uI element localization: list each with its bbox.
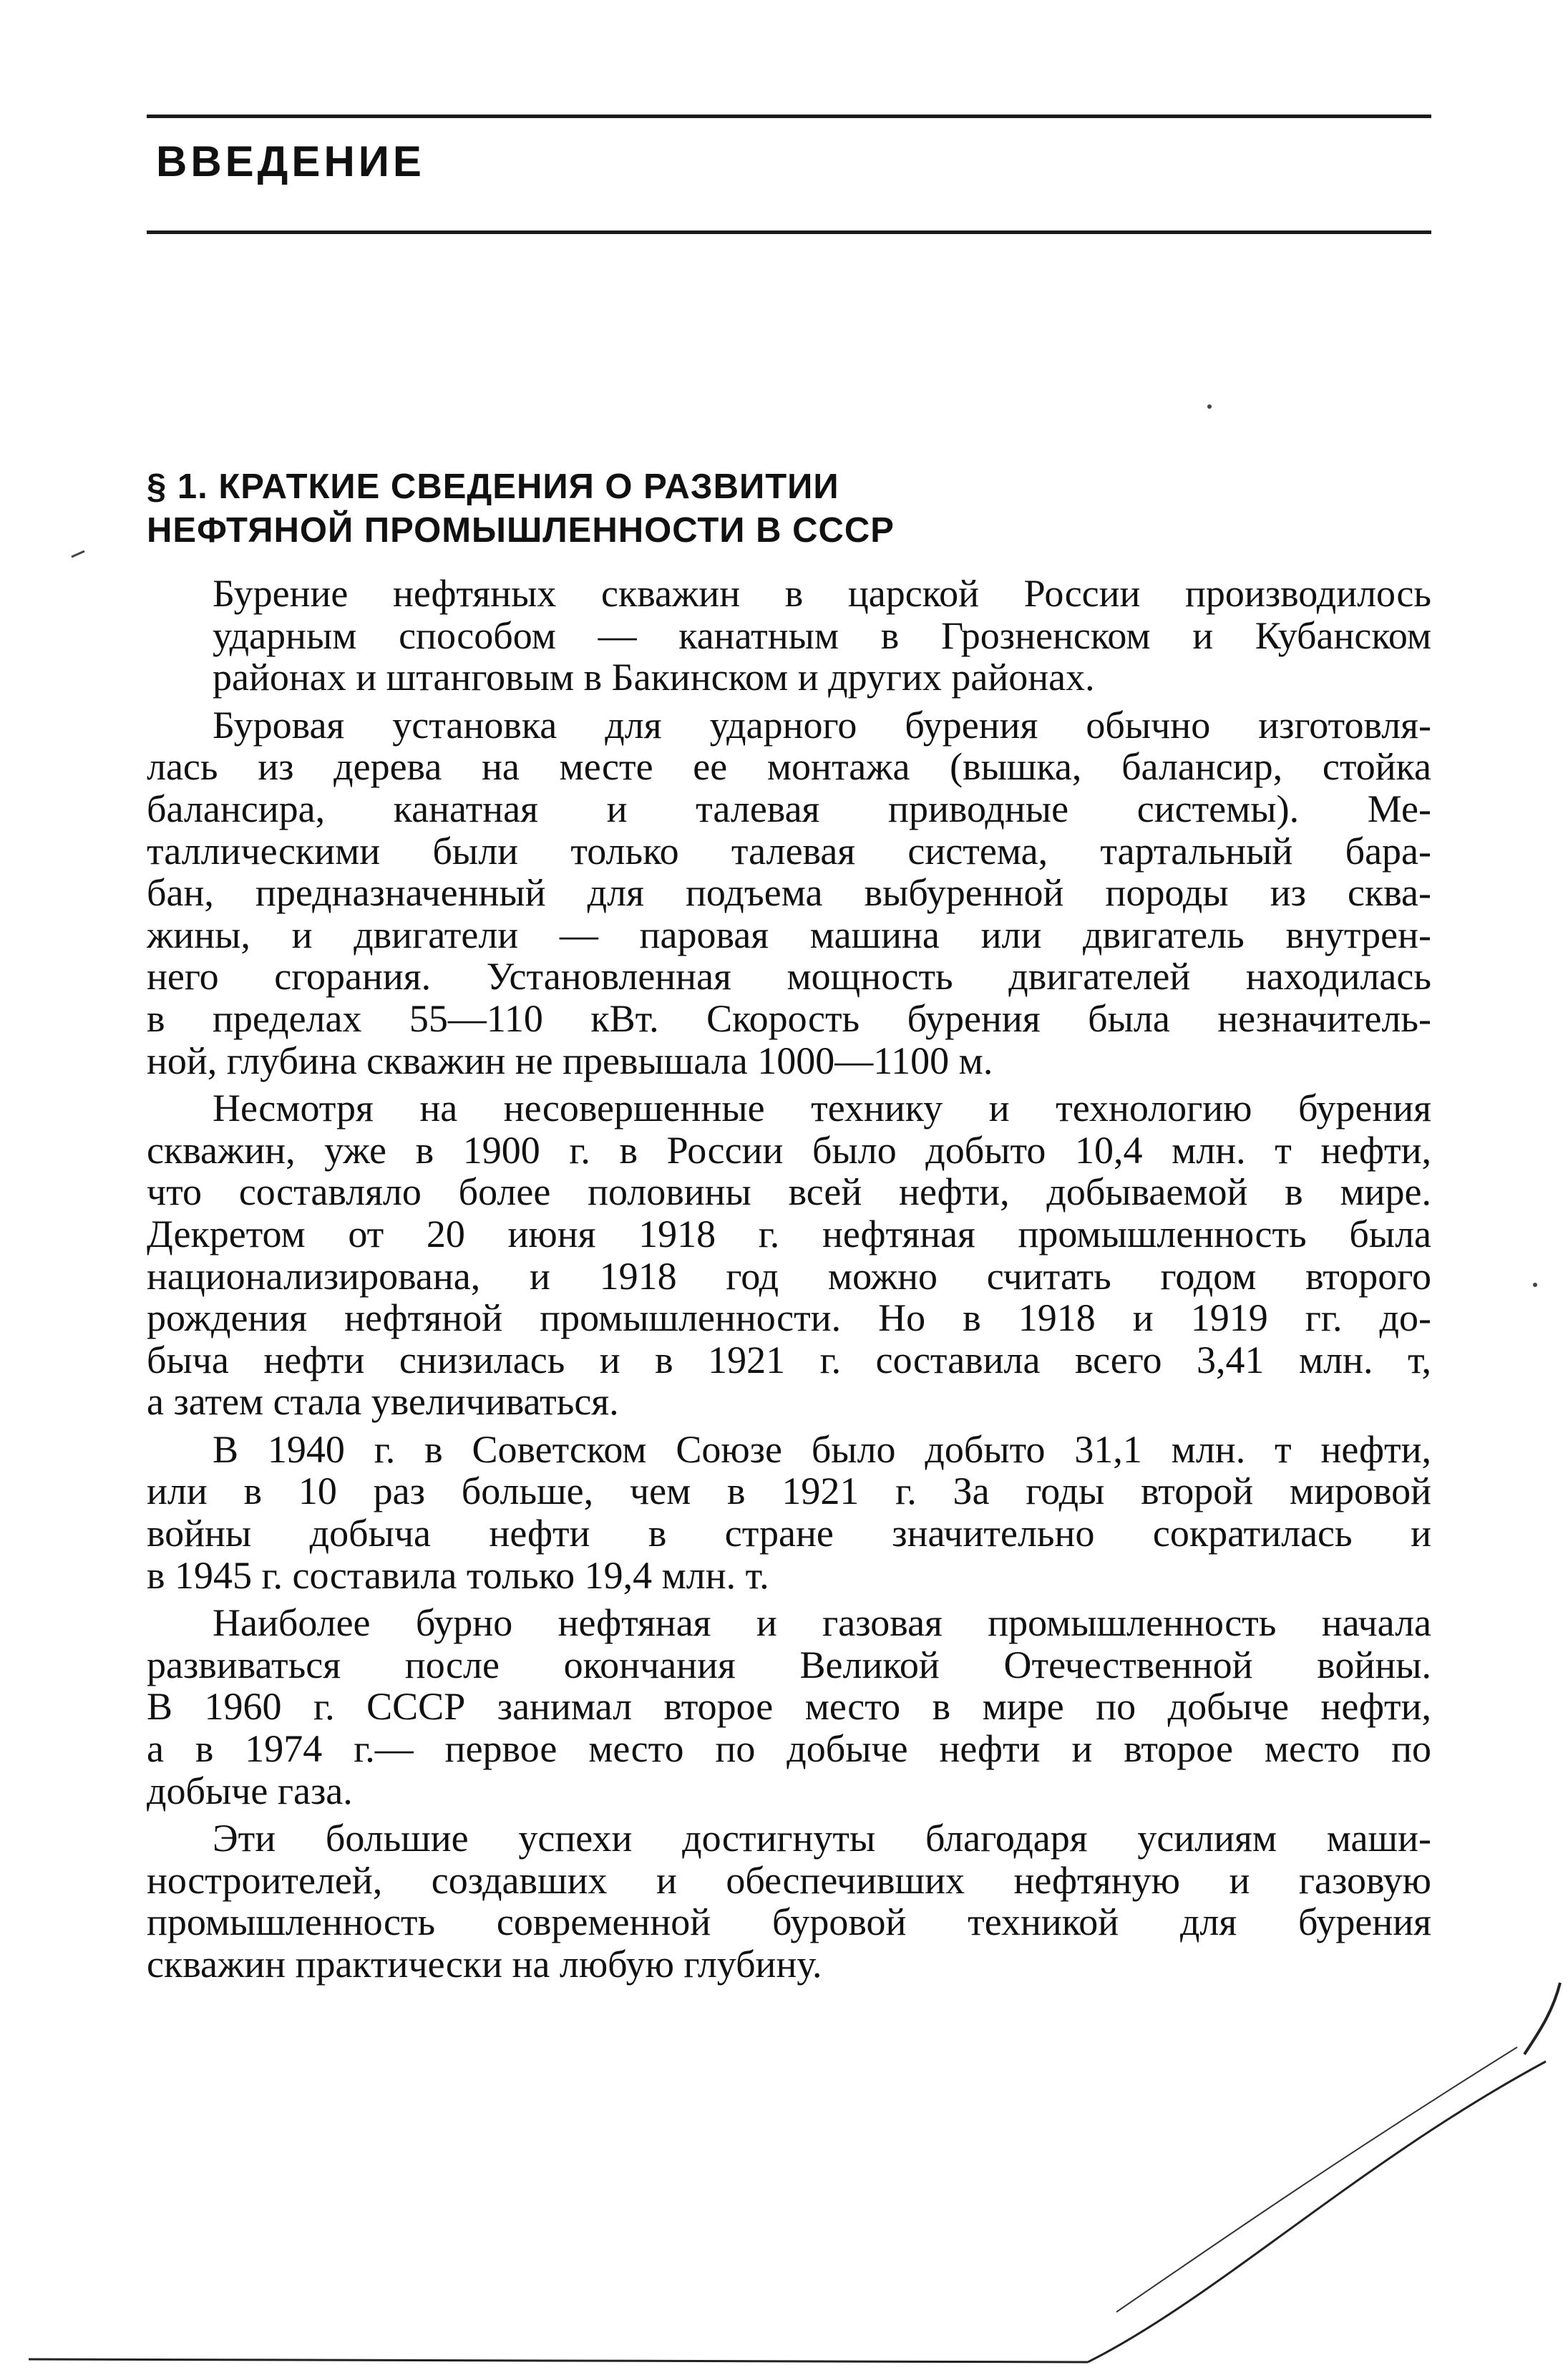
- paragraph-line: Несмотря на несовершенные технику и технологию бурения: [213, 1087, 1431, 1130]
- paragraph-6: [147, 1817, 1431, 1985]
- paragraph-line: балансира, канатная и талевая приводные системы). Ме-: [147, 787, 1431, 830]
- paragraph-line: а в 1974 г.— первое место по добыче нефти и второе место по: [147, 1727, 1431, 1771]
- chapter-bottom-rule: [147, 230, 1431, 234]
- chapter-top-rule: [147, 115, 1431, 118]
- stray-dot: [1533, 1283, 1537, 1287]
- paragraph-line: В 1960 г. СССР занимал второе место в мире по добыче нефти,: [147, 1685, 1431, 1729]
- paragraph-line: в 1945 г. составила только 19,4 млн. т.: [147, 1553, 769, 1597]
- paragraph-line: промышленность современной буровой техникой для бурения: [147, 1900, 1431, 1944]
- paragraph-line: таллическими были только талевая система, тартальный бара-: [147, 829, 1431, 873]
- paragraph-line: или в 10 раз больше, чем в 1921 г. За годы второй мировой: [147, 1470, 1431, 1513]
- paragraph-2: [147, 704, 1431, 1082]
- paragraph-line: ной, глубина скважин не превышала 1000—1100 м.: [147, 1039, 993, 1082]
- page-edge-bottom: [29, 2359, 1088, 2362]
- paragraph-line: национализирована, и 1918 год можно считать годом второго: [147, 1254, 1431, 1298]
- paragraph-line: Декретом от 20 июня 1918 г. нефтяная промышленность была: [147, 1212, 1431, 1255]
- paragraph-line: добыче газа.: [147, 1769, 353, 1812]
- paragraph-line: Буровая установка для ударного бурения обычно изготовля-: [213, 703, 1431, 747]
- paragraph-line: Эти большие успехи достигнуты благодаря усилиям маши-: [213, 1817, 1431, 1860]
- paragraph-line: него сгорания. Установленная мощность двигателей находилась: [147, 955, 1431, 999]
- page-corner-curl-inner: [1116, 2047, 1517, 2312]
- section-heading: [147, 465, 1431, 553]
- paragraph-line: ностроителей, создавших и обеспечивших нефтяную и газовую: [147, 1858, 1431, 1902]
- page-corner-curl: [1088, 2061, 1546, 2362]
- paragraph-3: [147, 1087, 1431, 1423]
- section-heading-line-1: § 1. КРАТКИЕ СВЕДЕНИЯ О РАЗВИТИИ: [147, 467, 839, 506]
- paragraph-4: [147, 1429, 1431, 1596]
- chapter-title: ВВЕДЕНИЕ: [156, 137, 425, 185]
- paragraph-line: что составляло более половины всей нефти, добываемой в мире.: [147, 1170, 1431, 1214]
- paragraph-line: а затем стала увеличиваться.: [147, 1380, 619, 1424]
- paragraph-5: [147, 1602, 1431, 1812]
- stray-mark: [72, 551, 84, 557]
- paragraph-line: лась из дерева на месте ее монтажа (вышка, балансир, стойка: [147, 745, 1431, 789]
- paragraph-line: войны добыча нефти в стране значительно сократилась и: [147, 1512, 1431, 1555]
- stray-dot: [1207, 404, 1212, 409]
- paragraph-line: бан, предназначенный для подъема выбуренной породы из сква-: [147, 871, 1431, 915]
- body-text: [147, 573, 1431, 1991]
- paragraph-line: Наиболее бурно нефтяная и газовая промышленность начала: [213, 1601, 1431, 1645]
- paragraph-line: развиваться после окончания Великой Отечественной войны.: [147, 1643, 1431, 1686]
- paragraph-line: Бурение нефтяных скважин в царской России производилось: [213, 572, 1431, 615]
- paragraph-line: рождения нефтяной промышленности. Но в 1918 и 1919 гг. до-: [147, 1296, 1431, 1340]
- paragraph-1: [147, 573, 1431, 699]
- paragraph-line: районах и штанговым в Бакинском и других районах.: [213, 656, 1095, 699]
- paragraph-line: ударным способом — канатным в Грозненском и Кубанском: [213, 613, 1431, 657]
- paragraph-line: жины, и двигатели — паровая машина или двигатель внутрен-: [147, 913, 1431, 956]
- paragraph-line: скважин, уже в 1900 г. в России было добыто 10,4 млн. т нефти,: [147, 1128, 1431, 1172]
- paragraph-line: скважин практически на любую глубину.: [147, 1943, 822, 1986]
- paragraph-line: быча нефти снизилась и в 1921 г. составила всего 3,41 млн. т,: [147, 1338, 1431, 1381]
- page-corner-curl-edge: [1524, 1983, 1560, 2054]
- paragraph-line: в пределах 55—110 кВт. Скорость бурения была незначитель-: [147, 996, 1431, 1040]
- paragraph-line: В 1940 г. в Советском Союзе было добыто 31,1 млн. т нефти,: [213, 1427, 1431, 1471]
- section-heading-line-2: НЕФТЯНОЙ ПРОМЫШЛЕННОСТИ В СССР: [147, 511, 895, 550]
